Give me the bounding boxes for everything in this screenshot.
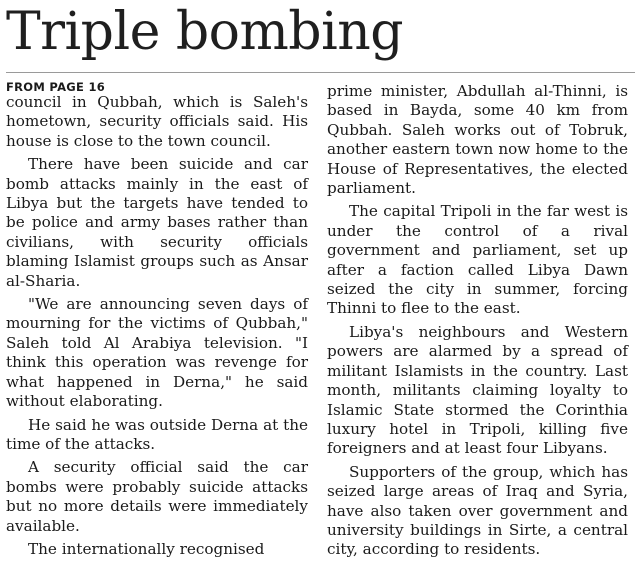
left-column bbox=[6, 80, 308, 563]
paragraph: The internationally recognised bbox=[28, 539, 265, 558]
headline: Triple bombing bbox=[6, 2, 403, 62]
paragraph: council in Qubbah, which is Saleh's hometown, security officials said. His house is close to the town council. bbox=[6, 93, 308, 150]
headline-divider bbox=[6, 72, 635, 73]
continued-from-label: FROM PAGE 16 bbox=[6, 80, 106, 94]
paragraph: There have been suicide and car bomb attacks mainly in the east of Libya but the targets have tended to be police and army bases rather than civilians, with security officials blaming Islamist groups such as Ansar al-Sharia. bbox=[6, 155, 308, 290]
paragraph: A security official said the car bombs were probably suicide attacks but no more details were immediately available. bbox=[6, 458, 308, 535]
paragraph: He said he was outside Derna at the time of the attacks. bbox=[6, 415, 308, 453]
paragraph: prime minister, Abdullah al-Thinni, is based in Bayda, some 40 km from Qubbah. Saleh works out of Tobruk, another eastern town now home to the House of Representatives, the elected parliament. bbox=[327, 82, 628, 198]
paragraph: "We are announcing seven days of mourning for the victims of Qubbah," Saleh told Al Arabiya television. "I think this operation was revenge for what happened in Derna," he said without elaborating. bbox=[6, 295, 308, 411]
paragraph: The capital Tripoli in the far west is under the control of a rival government and parliament, set up after a faction called Libya Dawn seized the city in summer, forcing Thinni to flee to the east. bbox=[327, 202, 628, 318]
paragraph: Supporters of the group, which has seized large areas of Iraq and Syria, have also taken over government and university buildings in Sirte, a central city, according to residents. bbox=[327, 462, 628, 559]
paragraph: Libya's neighbours and Western powers are alarmed by a spread of militant Islamists in the country. Last month, militants claiming loyalty to Islamic State stormed the Corinthia luxury hotel in Tripoli, killing five foreigners and at least four Libyans. bbox=[327, 322, 628, 458]
right-column bbox=[327, 82, 628, 564]
